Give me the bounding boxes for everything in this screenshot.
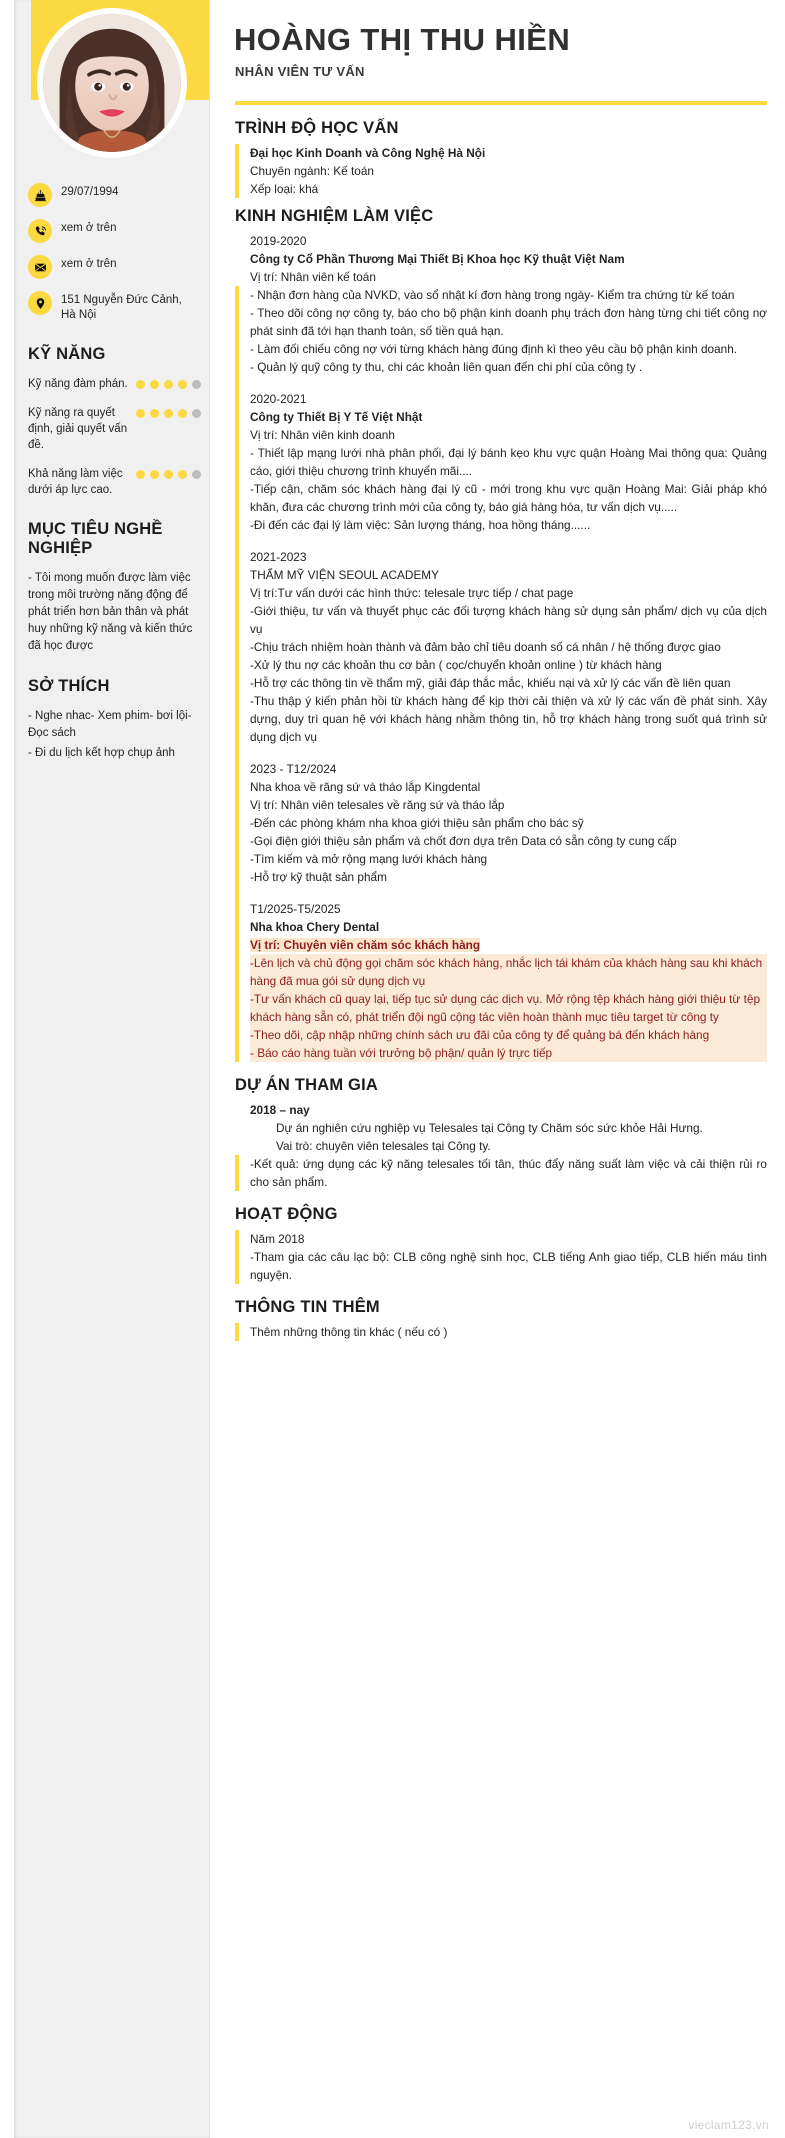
rating-dot xyxy=(192,380,201,389)
school-name: Đại học Kinh Doanh và Công Nghệ Hà Nội xyxy=(250,146,486,160)
grade: Xếp loại: khá xyxy=(250,182,319,196)
contact-text: xem ở trên xyxy=(61,258,117,270)
contact-item-phone xyxy=(28,218,199,243)
rating-dot xyxy=(192,409,201,418)
job-header xyxy=(235,232,767,286)
job-bullet: -Chịu trách nhiệm hoàn thành và đảm bảo chỉ tiêu doanh số cá nhân / hệ thống được giao xyxy=(250,640,721,654)
job-bullet: -Tư vấn khách cũ quay lại, tiếp tục sử dụng các dịch vụ. Mở rộng tệp khách hàng giới thiệu từ tệp khách hàng sẵn có, phát triển đội ngũ cộng tác viên hoàn thành mục tiêu target từ công ty xyxy=(250,992,761,1024)
skills-list xyxy=(14,376,209,498)
main-content xyxy=(210,0,785,1367)
job-bullet: - Theo dõi công nợ công ty, báo cho bộ phận kinh doanh phụ trách đơn hàng từng chi tiết công nợ phát sinh đã tới hạn thanh toán, số tiền quá hạn. xyxy=(250,306,767,338)
contact-text: xem ở trên xyxy=(61,222,117,234)
skill-label: Khả năng làm việc dưới áp lực cao. xyxy=(28,468,123,496)
portrait-illustration xyxy=(43,14,181,152)
job-period: 2023 - T12/2024 xyxy=(250,762,337,776)
section-title-education: TRÌNH ĐỘ HỌC VẤN xyxy=(235,119,399,137)
contact-item-address xyxy=(28,290,199,323)
job-bullet: -Hỗ trợ các thông tin về thẩm mỹ, giải đáp thắc mắc, khiếu nại và xử lý các vấn đề liên quan xyxy=(250,676,731,690)
job-bullet: - Quản lý quỹ công ty thu, chi các khoản liên quan đến chi phí của công ty . xyxy=(250,360,643,374)
job-bullet: -Thu thập ý kiến phản hồi từ khách hàng để kịp thời cải thiện và xử lý các vấn đề phát sinh. Xây dựng, duy trì quan hệ với khách hàng nhằm thông tin, hỗ trợ khách hàng trong suốt quá trình sử dụng dịch vụ xyxy=(250,694,767,744)
phone-icon xyxy=(28,219,52,243)
rating-dot xyxy=(192,470,201,479)
activity-period: Năm 2018 xyxy=(250,1232,305,1246)
spacer xyxy=(250,376,767,390)
job-company: Công ty Thiết Bị Y Tế Việt Nhật xyxy=(250,410,423,424)
job-position: Vị trí: Nhân viên kế toán xyxy=(250,270,376,284)
activity-text: -Tham gia các câu lạc bộ: CLB công nghệ sinh học, CLB tiếng Anh giao tiếp, CLB hiến máu tình nguyện. xyxy=(250,1250,767,1282)
skill-rating xyxy=(136,376,201,389)
job-bullet: -Theo dõi, cập nhập những chính sách ưu đãi của công ty để quảng bá đến khách hàng xyxy=(250,1028,710,1042)
extra-block xyxy=(235,1323,767,1341)
job-position: Vị trí: Nhân viên telesales về răng sứ và tháo lắp xyxy=(250,798,505,812)
objective-heading: MỤC TIÊU NGHỀ NGHIỆP xyxy=(28,520,163,557)
job-company: Nha khoa về răng sứ và tháo lắp Kingdental xyxy=(250,780,481,794)
birthday-cake-icon xyxy=(28,183,52,207)
job-bullet: -Đi đến các đại lý làm việc: Sản lượng tháng, hoa hồng tháng...... xyxy=(250,518,591,532)
project-period: 2018 – nay xyxy=(250,1103,310,1117)
spacer xyxy=(250,886,767,900)
envelope-icon xyxy=(28,255,52,279)
spacer xyxy=(250,534,767,548)
project-role: Vai trò: chuyên viên telesales tại Công ty. xyxy=(276,1139,491,1153)
job-bullet: - Nhận đơn hàng của NVKD, vào sổ nhật kí đơn hàng trong ngày- Kiểm tra chứng từ kế toán xyxy=(250,288,735,302)
skill-label: Kỹ năng đàm phán. xyxy=(28,378,128,390)
rating-dot xyxy=(178,409,187,418)
job-position-wrap xyxy=(250,936,767,954)
job-company: Nha khoa Chery Dental xyxy=(250,920,380,934)
objective-body xyxy=(14,570,209,655)
skill-item xyxy=(28,466,201,498)
skill-label: Kỹ năng ra quyết định, giải quyết vấn đề. xyxy=(28,407,128,451)
rating-dot xyxy=(164,409,173,418)
spacer xyxy=(250,746,767,760)
rating-dot xyxy=(136,380,145,389)
job-company: THẨM MỸ VIỆN SEOUL ACADEMY xyxy=(250,568,440,582)
interests-heading: SỞ THÍCH xyxy=(28,677,110,695)
job-bullet: -Tiếp cận, chăm sóc khách hàng đại lý cũ - mới trong khu vực quận Hoàng Mai: Giải pháp khó khăn, đưa các chương trình mới của công ty, báo giá hàng hóa, tư vấn dịch vụ..... xyxy=(250,482,767,514)
job-bullet: -Hỗ trợ kỹ thuật sản phẩm xyxy=(250,870,387,884)
rating-dot xyxy=(136,470,145,479)
job-period: 2020-2021 xyxy=(250,392,307,406)
rating-dot xyxy=(150,470,159,479)
job-bullet: -Gọi điện giới thiệu sản phẩm và chốt đơn dựa trên Data có sẵn công ty cung cấp xyxy=(250,834,677,848)
job-position: Vị trí:Tư vấn dưới các hình thức: telesale trực tiếp / chat page xyxy=(250,586,574,600)
skill-rating xyxy=(136,405,201,418)
interest-item: - Đi du lịch kết hợp chụp ảnh xyxy=(28,747,175,759)
section-title-activities: HOẠT ĐỘNG xyxy=(235,1205,338,1223)
skill-item xyxy=(28,405,201,453)
job-bullet: -Xử lý thu nợ các khoản thu cơ bản ( cọc/chuyển khoản online ) từ khách hàng xyxy=(250,658,662,672)
contact-text: 151 Nguyễn Đức Cảnh, Hà Nội xyxy=(61,294,182,321)
education-block xyxy=(235,144,767,198)
sidebar xyxy=(14,0,210,2138)
job-bullet: -Lên lịch và chủ động gọi chăm sóc khách hàng, nhắc lịch tái khám của khách hàng sau khi khách hàng đã mua gói sử dụng dịch vụ xyxy=(250,956,763,988)
major: Chuyên ngành: Kế toán xyxy=(250,164,374,178)
interests-body xyxy=(14,708,209,762)
job-bullet: - Làm đối chiếu công nợ với từng khách hàng đúng định kì theo yêu cầu bộ phận kinh doanh. xyxy=(250,342,738,356)
project-description: Dự án nghiên cứu nghiệp vụ Telesales tại Công ty Chăm sóc sức khỏe Hải Hưng. xyxy=(276,1121,703,1135)
job-bullet: - Thiết lập mạng lưới nhà phân phối, đại lý bánh kẹo khu vực quận Hoàng Mai thông qua: Quảng cáo, giới thiệu chương trình khuyến mãi.... xyxy=(250,446,767,478)
job-position: Vị trí: Chuyên viên chăm sóc khách hàng xyxy=(250,938,481,952)
job-period: 2021-2023 xyxy=(250,550,307,564)
job-bullet: -Đến các phòng khám nha khoa giới thiệu sản phẩm cho bác sỹ xyxy=(250,816,584,830)
job-title-subtitle: NHÂN VIÊN TƯ VẤN xyxy=(235,64,365,79)
rating-dot xyxy=(150,409,159,418)
rating-dot xyxy=(164,470,173,479)
avatar-image xyxy=(43,14,181,152)
header-divider xyxy=(235,101,767,105)
contact-item-birthday xyxy=(28,182,199,207)
contact-list xyxy=(14,182,209,323)
objective-text: - Tôi mong muốn được làm việc trong môi trường năng động để phát triển hơn bản thân và phát huy những kỹ năng và kiến thức đã học được xyxy=(28,572,193,652)
rating-dot xyxy=(178,380,187,389)
section-title-extra-info: THÔNG TIN THÊM xyxy=(235,1298,380,1316)
job-company: Công ty Cổ Phần Thương Mại Thiết Bị Khoa học Kỹ thuật Việt Nam xyxy=(250,252,625,266)
page-title: HOÀNG THỊ THU HIỀN xyxy=(234,22,571,57)
contact-item-email xyxy=(28,254,199,279)
section-title-experience: KINH NGHIỆM LÀM VIỆC xyxy=(235,207,434,225)
rating-dot xyxy=(150,380,159,389)
job-period: 2019-2020 xyxy=(250,234,307,248)
job-bullet: -Giới thiệu, tư vấn và thuyết phục các đối tượng khách hàng sử dụng sản phẩm/ dịch vụ của dịch vụ xyxy=(250,604,767,636)
extra-text: Thêm những thông tin khác ( nếu có ) xyxy=(250,1325,448,1339)
job-bullets-highlighted xyxy=(250,954,767,1062)
contact-text: 29/07/1994 xyxy=(61,186,119,198)
skills-heading: KỸ NĂNG xyxy=(28,345,106,363)
job-bullet: -Tìm kiếm và mở rộng mạng lưới khách hàng xyxy=(250,852,488,866)
location-pin-icon xyxy=(28,291,52,315)
job-position: Vị trí: Nhân viên kinh doanh xyxy=(250,428,395,442)
watermark: vieclam123.vn xyxy=(688,2118,769,2132)
section-title-projects: DỰ ÁN THAM GIA xyxy=(235,1076,378,1094)
skill-item xyxy=(28,376,201,392)
job-bullets xyxy=(235,286,767,1062)
job-period: T1/2025-T5/2025 xyxy=(250,902,341,916)
skill-rating xyxy=(136,466,201,479)
rating-dot xyxy=(164,380,173,389)
rating-dot xyxy=(178,470,187,479)
avatar xyxy=(37,8,187,158)
projects-result xyxy=(235,1155,767,1191)
job-bullet: - Báo cáo hàng tuần với trưởng bộ phận/ quản lý trực tiếp xyxy=(250,1046,553,1060)
projects-header xyxy=(235,1101,767,1155)
project-result: -Kết quả: ứng dụng các kỹ năng telesales tối tân, thúc đẩy năng suất làm việc và cải thiện rủi ro cho sản phẩm. xyxy=(250,1157,767,1189)
activities-block xyxy=(235,1230,767,1284)
interest-item: - Nghe nhac- Xem phim- bơi lội- Đọc sách xyxy=(28,710,192,739)
rating-dot xyxy=(136,409,145,418)
